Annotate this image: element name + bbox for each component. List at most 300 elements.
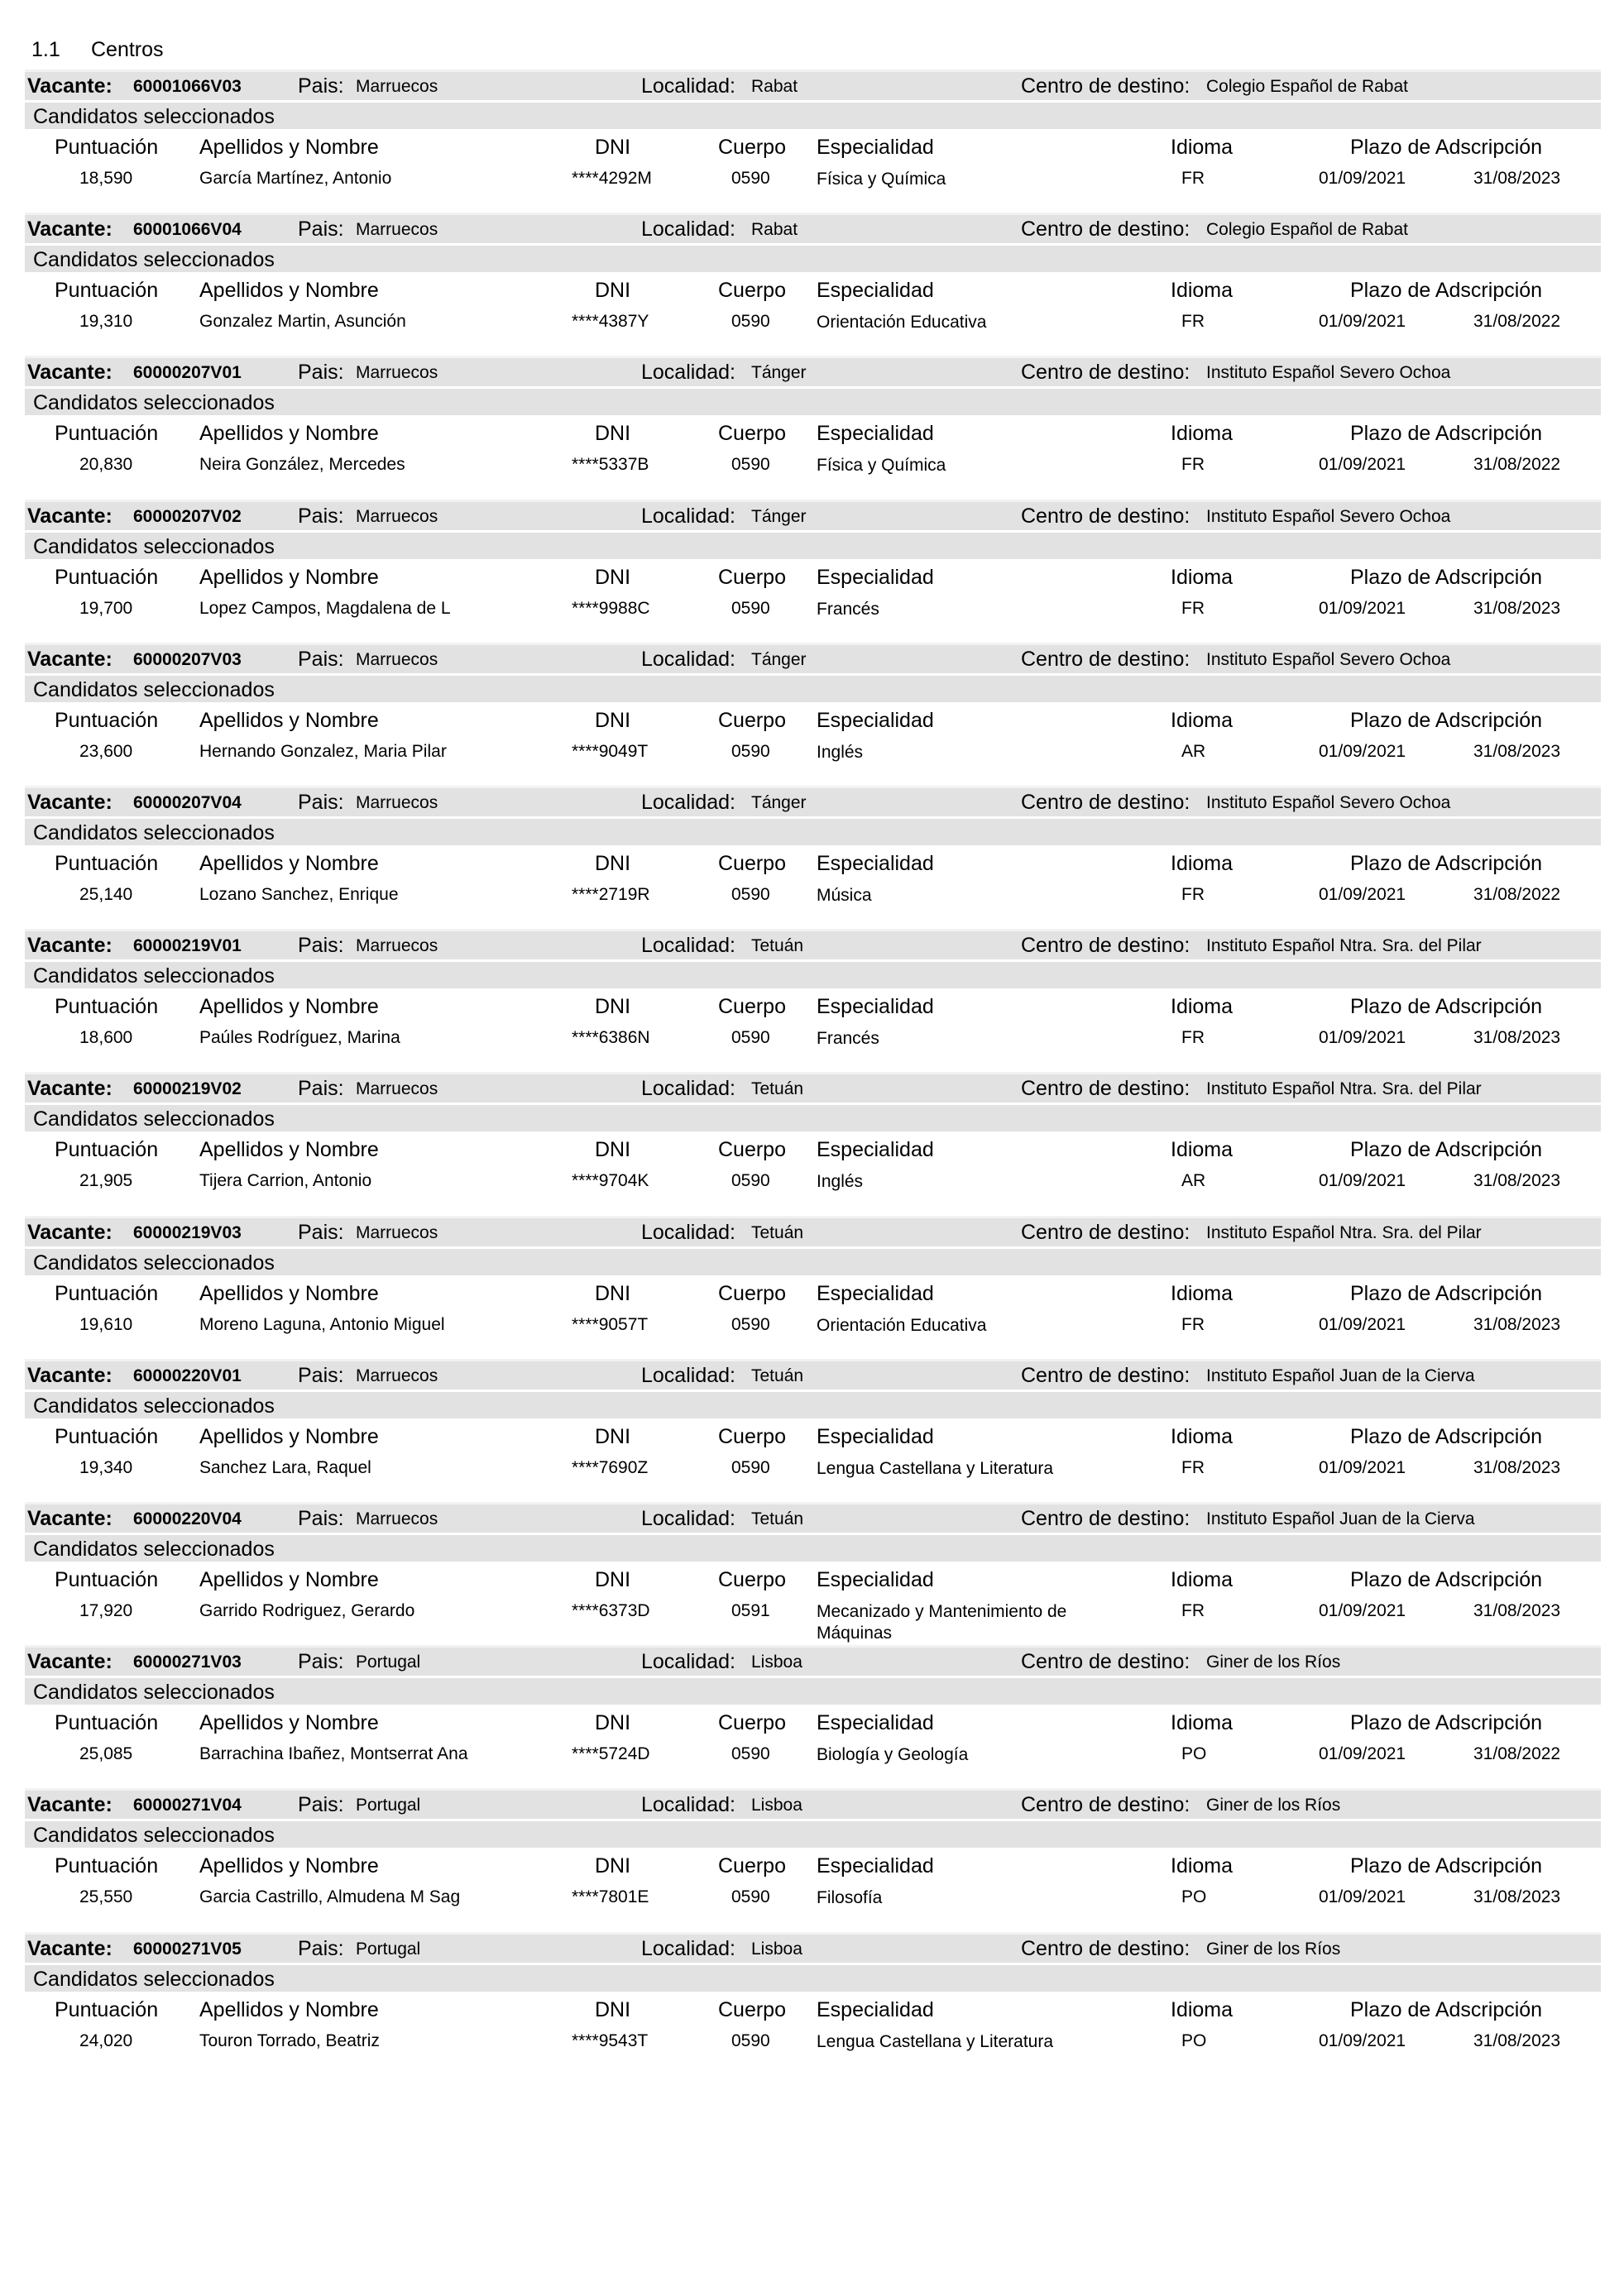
localidad-value: Tetuán xyxy=(751,1366,804,1385)
localidad-value: Tánger xyxy=(751,650,807,669)
centro-value: Colegio Español de Rabat xyxy=(1206,220,1409,239)
candidate-row xyxy=(25,1315,1601,1356)
localidad-label: Localidad: xyxy=(641,1937,735,1960)
puntuacion-header: Puntuación xyxy=(55,1282,159,1305)
candidatos-row xyxy=(25,100,1601,129)
puntuacion-header: Puntuación xyxy=(55,1998,159,2021)
centro-label: Centro de destino: xyxy=(1021,218,1190,241)
plazo-desde: 01/09/2021 xyxy=(1319,1887,1406,1906)
candidate-row xyxy=(25,1458,1601,1500)
puntuacion-value: 25,085 xyxy=(79,1744,133,1763)
centro-value: Instituto Español Severo Ochoa xyxy=(1206,507,1451,526)
candidatos-label: Candidatos seleccionados xyxy=(33,1824,275,1847)
nombre-header: Apellidos y Nombre xyxy=(199,422,379,445)
idioma-value: PO xyxy=(1181,1887,1207,1906)
plazo-hasta: 31/08/2022 xyxy=(1473,885,1561,904)
vacancy-header-row xyxy=(25,786,1601,816)
centro-value: Instituto Español Severo Ochoa xyxy=(1206,793,1451,812)
vacancy-block xyxy=(25,356,1601,496)
plazo-header: Plazo de Adscripción xyxy=(1350,1568,1543,1591)
column-header-row xyxy=(25,1282,1601,1312)
plazo-hasta: 31/08/2023 xyxy=(1473,1315,1561,1334)
idioma-value: PO xyxy=(1181,1744,1207,1763)
pais-label: Pais: xyxy=(298,934,344,957)
cuerpo-header: Cuerpo xyxy=(718,1854,786,1877)
plazo-header: Plazo de Adscripción xyxy=(1350,136,1543,159)
vacante-label: Vacante: xyxy=(27,648,113,671)
centro-label: Centro de destino: xyxy=(1021,1077,1190,1100)
plazo-hasta: 31/08/2023 xyxy=(1473,2031,1561,2050)
localidad-value: Tánger xyxy=(751,507,807,526)
especialidad-line-1: Filosofía xyxy=(817,1888,883,1907)
plazo-header: Plazo de Adscripción xyxy=(1350,1711,1543,1734)
dni-header: DNI xyxy=(595,422,631,445)
column-header-row xyxy=(25,1854,1601,1884)
especialidad-header: Especialidad xyxy=(817,1282,934,1305)
localidad-label: Localidad: xyxy=(641,505,735,528)
nombre-value: Tijera Carrion, Antonio xyxy=(199,1171,372,1190)
column-header-row xyxy=(25,1998,1601,2028)
plazo-desde: 01/09/2021 xyxy=(1319,1601,1406,1620)
localidad-value: Tetuán xyxy=(751,1509,804,1528)
candidatos-label: Candidatos seleccionados xyxy=(33,1538,275,1561)
puntuacion-value: 20,830 xyxy=(79,455,133,474)
especialidad-line-1: Música xyxy=(817,886,872,905)
plazo-hasta: 31/08/2023 xyxy=(1473,1887,1561,1906)
cuerpo-value: 0590 xyxy=(731,1028,770,1047)
idioma-header: Idioma xyxy=(1171,1282,1234,1305)
plazo-desde: 01/09/2021 xyxy=(1319,455,1406,474)
candidate-row xyxy=(25,2031,1601,2073)
cuerpo-header: Cuerpo xyxy=(718,279,786,302)
column-header-row xyxy=(25,422,1601,452)
localidad-label: Localidad: xyxy=(641,1364,735,1387)
especialidad-header: Especialidad xyxy=(817,1425,934,1448)
dni-header: DNI xyxy=(595,709,631,732)
centro-value: Giner de los Ríos xyxy=(1206,1940,1341,1959)
especialidad-header: Especialidad xyxy=(817,709,934,732)
puntuacion-value: 19,310 xyxy=(79,312,133,331)
puntuacion-value: 25,550 xyxy=(79,1887,133,1906)
dni-value: ****4292M xyxy=(572,169,652,188)
nombre-value: Hernando Gonzalez, Maria Pilar xyxy=(199,742,447,761)
plazo-hasta: 31/08/2023 xyxy=(1473,1458,1561,1477)
nombre-value: Gonzalez Martin, Asunción xyxy=(199,312,406,331)
plazo-hasta: 31/08/2023 xyxy=(1473,169,1561,188)
dni-header: DNI xyxy=(595,1138,631,1161)
localidad-value: Lisboa xyxy=(751,1653,802,1672)
candidatos-row xyxy=(25,1819,1601,1848)
centro-label: Centro de destino: xyxy=(1021,791,1190,814)
vacancy-code: 60000219V02 xyxy=(133,1079,242,1098)
especialidad-value xyxy=(817,169,946,190)
cuerpo-value: 0590 xyxy=(731,1887,770,1906)
plazo-hasta: 31/08/2023 xyxy=(1473,599,1561,618)
candidatos-row xyxy=(25,673,1601,702)
pais-value: Marruecos xyxy=(356,793,438,812)
vacancy-block xyxy=(25,1645,1601,1786)
especialidad-value xyxy=(817,1601,1066,1644)
especialidad-line-1: Orientación Educativa xyxy=(817,1316,987,1335)
vacante-label: Vacante: xyxy=(27,74,113,98)
especialidad-header: Especialidad xyxy=(817,566,934,589)
centro-value: Instituto Español Severo Ochoa xyxy=(1206,363,1451,382)
vacante-label: Vacante: xyxy=(27,1507,113,1530)
especialidad-header: Especialidad xyxy=(817,1138,934,1161)
nombre-value: García Martínez, Antonio xyxy=(199,169,392,188)
column-header-row xyxy=(25,136,1601,165)
candidatos-label: Candidatos seleccionados xyxy=(33,1394,275,1418)
cuerpo-value: 0590 xyxy=(731,312,770,331)
vacancy-header-row xyxy=(25,1645,1601,1676)
especialidad-value xyxy=(817,1744,968,1766)
vacancy-header-row xyxy=(25,213,1601,243)
especialidad-line-1: Francés xyxy=(817,600,879,619)
especialidad-header: Especialidad xyxy=(817,279,934,302)
especialidad-line-2: Máquinas xyxy=(817,1624,893,1643)
cuerpo-header: Cuerpo xyxy=(718,995,786,1018)
localidad-label: Localidad: xyxy=(641,1650,735,1673)
candidatos-row xyxy=(25,1246,1601,1275)
localidad-label: Localidad: xyxy=(641,1507,735,1530)
pais-value: Marruecos xyxy=(356,507,438,526)
centro-value: Instituto Español Juan de la Cierva xyxy=(1206,1366,1475,1385)
localidad-label: Localidad: xyxy=(641,74,735,98)
especialidad-line-1: Biología y Geología xyxy=(817,1745,969,1764)
vacancy-code: 60000207V04 xyxy=(133,793,242,812)
candidatos-row xyxy=(25,243,1601,272)
plazo-header: Plazo de Adscripción xyxy=(1350,1998,1543,2021)
puntuacion-header: Puntuación xyxy=(55,995,159,1018)
pais-label: Pais: xyxy=(298,1793,344,1816)
localidad-label: Localidad: xyxy=(641,934,735,957)
idioma-value: FR xyxy=(1181,885,1205,904)
pais-label: Pais: xyxy=(298,648,344,671)
puntuacion-value: 25,140 xyxy=(79,885,133,904)
localidad-value: Lisboa xyxy=(751,1796,802,1815)
centro-value: Giner de los Ríos xyxy=(1206,1796,1341,1815)
nombre-header: Apellidos y Nombre xyxy=(199,1568,379,1591)
cuerpo-header: Cuerpo xyxy=(718,709,786,732)
dni-value: ****9049T xyxy=(572,742,649,761)
pais-label: Pais: xyxy=(298,1507,344,1530)
vacante-label: Vacante: xyxy=(27,218,113,241)
idioma-header: Idioma xyxy=(1171,1854,1234,1877)
plazo-hasta: 31/08/2023 xyxy=(1473,1171,1561,1190)
pais-value: Marruecos xyxy=(356,1223,438,1242)
localidad-value: Tánger xyxy=(751,793,807,812)
section-number: 1.1 xyxy=(31,38,60,61)
localidad-label: Localidad: xyxy=(641,361,735,384)
especialidad-value xyxy=(817,885,872,906)
dni-value: ****4387Y xyxy=(572,312,649,331)
vacante-label: Vacante: xyxy=(27,1793,113,1816)
plazo-desde: 01/09/2021 xyxy=(1319,599,1406,618)
dni-header: DNI xyxy=(595,1998,631,2021)
candidate-row xyxy=(25,1028,1601,1069)
vacancy-code: 60001066V04 xyxy=(133,220,242,239)
candidatos-label: Candidatos seleccionados xyxy=(33,1968,275,1991)
candidatos-label: Candidatos seleccionados xyxy=(33,391,275,414)
localidad-value: Tetuán xyxy=(751,1223,804,1242)
pais-label: Pais: xyxy=(298,1077,344,1100)
pais-label: Pais: xyxy=(298,791,344,814)
dni-value: ****6373D xyxy=(572,1601,650,1620)
plazo-header: Plazo de Adscripción xyxy=(1350,1425,1543,1448)
candidatos-row xyxy=(25,1390,1601,1418)
idioma-header: Idioma xyxy=(1171,1568,1234,1591)
especialidad-line-1: Inglés xyxy=(817,1172,864,1191)
vacante-label: Vacante: xyxy=(27,1937,113,1960)
vacancy-block xyxy=(25,786,1601,926)
especialidad-value xyxy=(817,1887,882,1909)
candidatos-row xyxy=(25,1676,1601,1705)
candidatos-label: Candidatos seleccionados xyxy=(33,535,275,558)
especialidad-line-1: Mecanizado y Mantenimiento de xyxy=(817,1602,1067,1621)
candidate-row xyxy=(25,169,1601,210)
candidate-row xyxy=(25,742,1601,783)
pais-value: Portugal xyxy=(356,1940,421,1959)
especialidad-header: Especialidad xyxy=(817,1854,934,1877)
plazo-header: Plazo de Adscripción xyxy=(1350,279,1543,302)
vacancy-code: 60000219V03 xyxy=(133,1223,242,1242)
idioma-header: Idioma xyxy=(1171,136,1234,159)
cuerpo-header: Cuerpo xyxy=(718,566,786,589)
plazo-desde: 01/09/2021 xyxy=(1319,1171,1406,1190)
dni-value: ****5337B xyxy=(572,455,649,474)
vacancy-block xyxy=(25,500,1601,640)
localidad-label: Localidad: xyxy=(641,648,735,671)
plazo-header: Plazo de Adscripción xyxy=(1350,995,1543,1018)
pais-value: Marruecos xyxy=(356,77,438,96)
idioma-value: FR xyxy=(1181,599,1205,618)
vacancy-code: 60000271V05 xyxy=(133,1940,242,1959)
pais-label: Pais: xyxy=(298,1650,344,1673)
nombre-value: Touron Torrado, Beatriz xyxy=(199,2031,380,2050)
plazo-header: Plazo de Adscripción xyxy=(1350,709,1543,732)
column-header-row xyxy=(25,1711,1601,1741)
puntuacion-value: 19,610 xyxy=(79,1315,133,1334)
nombre-value: Lopez Campos, Magdalena de L xyxy=(199,599,451,618)
especialidad-header: Especialidad xyxy=(817,1568,934,1591)
cuerpo-header: Cuerpo xyxy=(718,1998,786,2021)
candidate-row xyxy=(25,1744,1601,1786)
especialidad-value xyxy=(817,2031,1053,2053)
vacancy-block xyxy=(25,1072,1601,1213)
nombre-header: Apellidos y Nombre xyxy=(199,1138,379,1161)
puntuacion-value: 24,020 xyxy=(79,2031,133,2050)
centro-label: Centro de destino: xyxy=(1021,505,1190,528)
localidad-label: Localidad: xyxy=(641,1077,735,1100)
cuerpo-header: Cuerpo xyxy=(718,1282,786,1305)
candidatos-row xyxy=(25,1533,1601,1562)
column-header-row xyxy=(25,1568,1601,1598)
puntuacion-header: Puntuación xyxy=(55,852,159,875)
puntuacion-header: Puntuación xyxy=(55,1854,159,1877)
especialidad-value xyxy=(817,599,879,620)
plazo-hasta: 31/08/2023 xyxy=(1473,1028,1561,1047)
vacante-label: Vacante: xyxy=(27,361,113,384)
vacante-label: Vacante: xyxy=(27,1364,113,1387)
especialidad-line-1: Física y Química xyxy=(817,170,946,189)
puntuacion-header: Puntuación xyxy=(55,709,159,732)
vacancy-code: 60000207V01 xyxy=(133,363,242,382)
plazo-header: Plazo de Adscripción xyxy=(1350,852,1543,875)
puntuacion-header: Puntuación xyxy=(55,1568,159,1591)
nombre-value: Neira González, Mercedes xyxy=(199,455,405,474)
centro-label: Centro de destino: xyxy=(1021,1507,1190,1530)
dni-header: DNI xyxy=(595,136,631,159)
idioma-header: Idioma xyxy=(1171,1425,1234,1448)
cuerpo-header: Cuerpo xyxy=(718,1711,786,1734)
vacancy-code: 60000220V04 xyxy=(133,1509,242,1528)
nombre-header: Apellidos y Nombre xyxy=(199,1854,379,1877)
nombre-header: Apellidos y Nombre xyxy=(199,136,379,159)
nombre-value: Lozano Sanchez, Enrique xyxy=(199,885,399,904)
vacancy-block xyxy=(25,929,1601,1069)
nombre-header: Apellidos y Nombre xyxy=(199,1711,379,1734)
especialidad-value xyxy=(817,742,863,763)
cuerpo-value: 0590 xyxy=(731,742,770,761)
candidatos-label: Candidatos seleccionados xyxy=(33,1107,275,1131)
localidad-label: Localidad: xyxy=(641,1221,735,1244)
vacancy-header-row xyxy=(25,1072,1601,1103)
dni-value: ****6386N xyxy=(572,1028,650,1047)
cuerpo-value: 0590 xyxy=(731,599,770,618)
pais-label: Pais: xyxy=(298,505,344,528)
cuerpo-header: Cuerpo xyxy=(718,422,786,445)
vacancy-block xyxy=(25,1216,1601,1356)
pais-value: Marruecos xyxy=(356,1079,438,1098)
especialidad-value xyxy=(817,1458,1053,1480)
dni-header: DNI xyxy=(595,1711,631,1734)
centro-label: Centro de destino: xyxy=(1021,934,1190,957)
candidatos-row xyxy=(25,386,1601,415)
especialidad-line-1: Lengua Castellana y Literatura xyxy=(817,2032,1054,2051)
especialidad-value xyxy=(817,312,986,333)
plazo-desde: 01/09/2021 xyxy=(1319,1028,1406,1047)
puntuacion-header: Puntuación xyxy=(55,422,159,445)
vacante-label: Vacante: xyxy=(27,1077,113,1100)
nombre-value: Moreno Laguna, Antonio Miguel xyxy=(199,1315,445,1334)
vacancy-header-row xyxy=(25,500,1601,530)
vacancy-code: 60000271V04 xyxy=(133,1796,242,1815)
section-title: Centros xyxy=(91,38,164,61)
candidate-row xyxy=(25,885,1601,926)
especialidad-line-1: Orientación Educativa xyxy=(817,313,987,332)
column-header-row xyxy=(25,1425,1601,1455)
cuerpo-header: Cuerpo xyxy=(718,852,786,875)
column-header-row xyxy=(25,852,1601,882)
vacante-label: Vacante: xyxy=(27,1650,113,1673)
centro-label: Centro de destino: xyxy=(1021,1650,1190,1673)
puntuacion-value: 18,590 xyxy=(79,169,133,188)
idioma-header: Idioma xyxy=(1171,1138,1234,1161)
candidatos-label: Candidatos seleccionados xyxy=(33,1681,275,1704)
dni-header: DNI xyxy=(595,566,631,589)
especialidad-header: Especialidad xyxy=(817,1711,934,1734)
nombre-header: Apellidos y Nombre xyxy=(199,709,379,732)
plazo-hasta: 31/08/2022 xyxy=(1473,455,1561,474)
dni-value: ****9543T xyxy=(572,2031,649,2050)
idioma-header: Idioma xyxy=(1171,709,1234,732)
especialidad-header: Especialidad xyxy=(817,136,934,159)
pais-value: Marruecos xyxy=(356,1366,438,1385)
puntuacion-header: Puntuación xyxy=(55,566,159,589)
dni-value: ****2719R xyxy=(572,885,650,904)
plazo-desde: 01/09/2021 xyxy=(1319,1458,1406,1477)
vacancy-block xyxy=(25,69,1601,210)
centro-label: Centro de destino: xyxy=(1021,74,1190,98)
nombre-header: Apellidos y Nombre xyxy=(199,1998,379,2021)
cuerpo-value: 0591 xyxy=(731,1601,770,1620)
vacancy-code: 60000220V01 xyxy=(133,1366,242,1385)
candidatos-label: Candidatos seleccionados xyxy=(33,1251,275,1275)
cuerpo-value: 0590 xyxy=(731,1744,770,1763)
idioma-value: FR xyxy=(1181,1028,1205,1047)
localidad-value: Rabat xyxy=(751,220,798,239)
centro-label: Centro de destino: xyxy=(1021,361,1190,384)
candidate-row xyxy=(25,1887,1601,1929)
vacancy-block xyxy=(25,213,1601,353)
column-header-row xyxy=(25,995,1601,1025)
nombre-value: Sanchez Lara, Raquel xyxy=(199,1458,371,1477)
vacancy-code: 60000219V01 xyxy=(133,936,242,955)
localidad-value: Tetuán xyxy=(751,936,804,955)
candidatos-row xyxy=(25,816,1601,845)
vacancy-block xyxy=(25,1359,1601,1500)
localidad-label: Localidad: xyxy=(641,218,735,241)
plazo-desde: 01/09/2021 xyxy=(1319,312,1406,331)
puntuacion-header: Puntuación xyxy=(55,279,159,302)
vacancy-block xyxy=(25,1788,1601,1929)
cuerpo-value: 0590 xyxy=(731,169,770,188)
centro-label: Centro de destino: xyxy=(1021,1221,1190,1244)
plazo-header: Plazo de Adscripción xyxy=(1350,566,1543,589)
dni-value: ****9057T xyxy=(572,1315,649,1334)
dni-header: DNI xyxy=(595,995,631,1018)
centro-value: Colegio Español de Rabat xyxy=(1206,77,1409,96)
puntuacion-value: 18,600 xyxy=(79,1028,133,1047)
plazo-hasta: 31/08/2023 xyxy=(1473,742,1561,761)
nombre-header: Apellidos y Nombre xyxy=(199,1425,379,1448)
plazo-hasta: 31/08/2022 xyxy=(1473,312,1561,331)
centro-value: Instituto Español Ntra. Sra. del Pilar xyxy=(1206,936,1482,955)
dni-header: DNI xyxy=(595,279,631,302)
localidad-label: Localidad: xyxy=(641,1793,735,1816)
plazo-desde: 01/09/2021 xyxy=(1319,169,1406,188)
cuerpo-header: Cuerpo xyxy=(718,1568,786,1591)
pais-value: Marruecos xyxy=(356,936,438,955)
vacante-label: Vacante: xyxy=(27,1221,113,1244)
idioma-header: Idioma xyxy=(1171,852,1234,875)
vacante-label: Vacante: xyxy=(27,791,113,814)
vacante-label: Vacante: xyxy=(27,505,113,528)
candidatos-label: Candidatos seleccionados xyxy=(33,678,275,701)
puntuacion-value: 21,905 xyxy=(79,1171,133,1190)
idioma-value: FR xyxy=(1181,1315,1205,1334)
centro-value: Instituto Español Severo Ochoa xyxy=(1206,650,1451,669)
puntuacion-header: Puntuación xyxy=(55,136,159,159)
especialidad-line-1: Física y Química xyxy=(817,456,946,475)
idioma-value: PO xyxy=(1181,2031,1207,2050)
plazo-desde: 01/09/2021 xyxy=(1319,742,1406,761)
plazo-hasta: 31/08/2023 xyxy=(1473,1601,1561,1620)
dni-value: ****7690Z xyxy=(572,1458,649,1477)
pais-label: Pais: xyxy=(298,1364,344,1387)
plazo-desde: 01/09/2021 xyxy=(1319,1315,1406,1334)
puntuacion-value: 17,920 xyxy=(79,1601,133,1620)
